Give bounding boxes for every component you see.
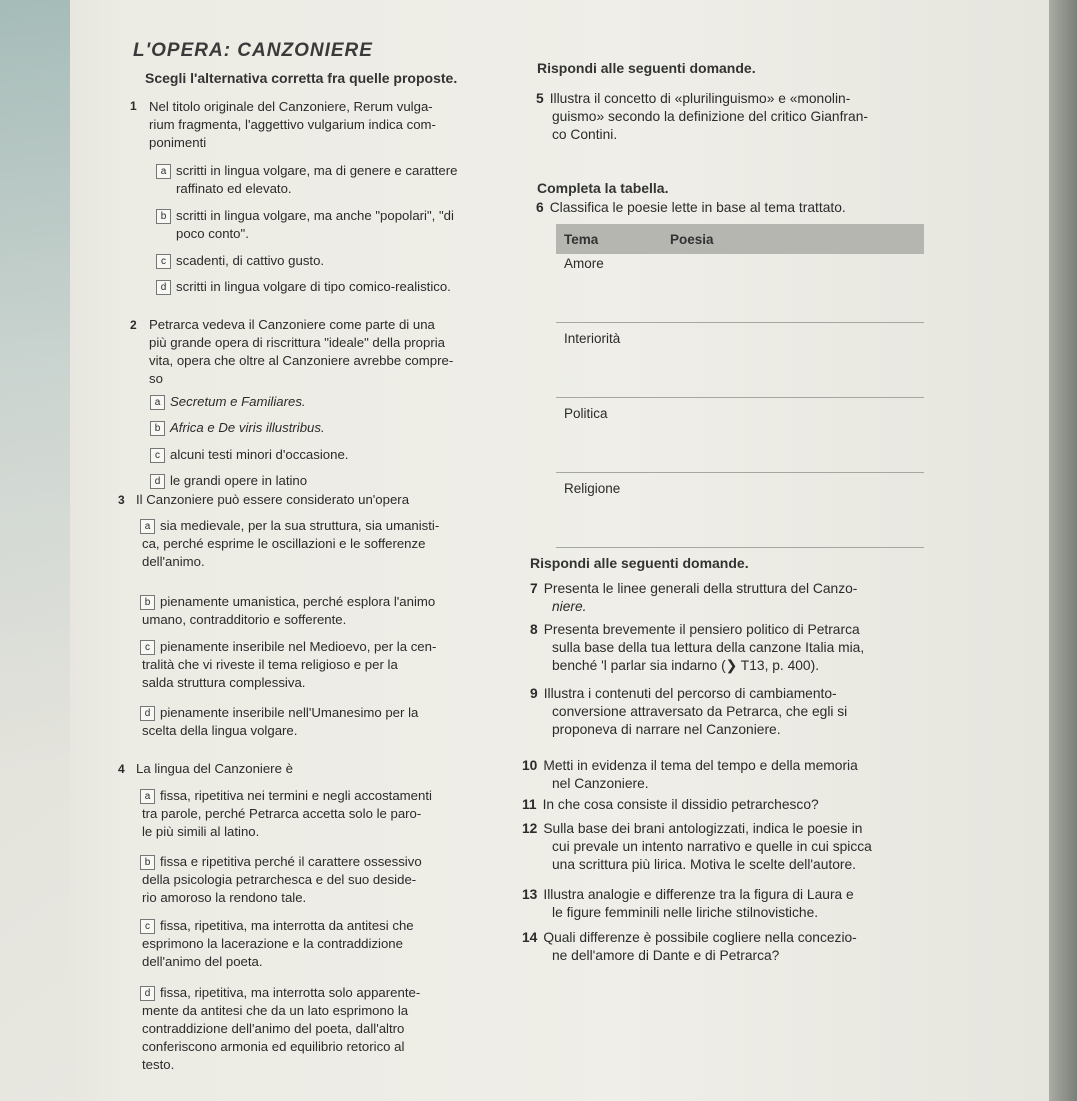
option-1b[interactable]: b scritti in lingua volgare, ma anche "popolari", "di poco conto". <box>156 207 454 243</box>
question-number: 10 <box>522 758 538 773</box>
option-3b[interactable]: b pienamente umanistica, perché esplora l'animo umano, contradditorio e sofferente. <box>142 594 436 627</box>
option-3c[interactable]: c pienamente inseribile nel Medioevo, per la cen- tralità che vi riveste il tema religioso e per la salda struttura complessiva. <box>142 639 437 690</box>
option-2c[interactable]: c alcuni testi minori d'occasione. <box>150 446 348 464</box>
option-2b[interactable]: b Africa e De viris illustribus. <box>150 419 325 437</box>
question-text: Il Canzoniere può essere considerato un'opera <box>136 492 410 507</box>
option-checkbox[interactable]: b <box>150 421 165 436</box>
option-1d[interactable]: d scritti in lingua volgare di tipo comico-realistico. <box>156 278 451 296</box>
tema-cell: Politica <box>556 398 662 473</box>
right-heading-2: Completa la tabella. <box>537 180 669 196</box>
column-header: Tema <box>556 224 662 254</box>
question-7: 7 Presenta le linee generali della struttura del Canzo- niere. <box>530 581 858 614</box>
poesia-cell[interactable] <box>662 473 924 548</box>
question-text: Nel titolo originale del Canzoniere, Rerum vulga- rium fragmenta, l'aggettivo vulgarium indica com- ponimenti <box>149 99 436 150</box>
question-number: 3 <box>118 493 125 507</box>
page-title: L'OPERA: CANZONIERE <box>133 40 373 61</box>
option-checkbox[interactable]: c <box>140 919 155 934</box>
option-checkbox[interactable]: d <box>156 280 171 295</box>
tema-cell: Religione <box>556 473 662 548</box>
left-heading: Scegli l'alternativa corretta fra quelle proposte. <box>145 70 458 86</box>
option-2a[interactable]: a Secretum e Familiares. <box>150 393 306 411</box>
question-number: 12 <box>522 821 538 836</box>
question-11: 11 In che cosa consiste il dissidio petrarchesco? <box>522 797 819 812</box>
option-checkbox[interactable]: a <box>150 395 165 410</box>
option-3a[interactable]: a sia medievale, per la sua struttura, sia umanisti- ca, perché esprime le oscillazioni e le sofferenze dell'animo. <box>142 518 440 569</box>
question-number: 1 <box>130 99 137 113</box>
option-4c[interactable]: c fissa, ripetitiva, ma interrotta da antitesi che esprimono la lacerazione e la contraddizione dell'animo del poeta. <box>142 918 414 969</box>
question-number: 13 <box>522 887 538 902</box>
option-checkbox[interactable]: b <box>156 209 171 224</box>
question-9: 9 Illustra i contenuti del percorso di cambiamento- conversione attraversato da Petrarca, che egli si proponeva di narrare nel Canzoniere. <box>530 686 848 737</box>
table-header-row <box>556 224 924 254</box>
option-2d[interactable]: d le grandi opere in latino <box>150 472 307 490</box>
option-checkbox[interactable]: b <box>140 855 155 870</box>
question-14: 14 Quali differenze è possibile cogliere nella concezio- ne dell'amore di Dante e di Petrarca? <box>522 930 857 963</box>
question-10: 10 Metti in evidenza il tema del tempo e della memoria nel Canzoniere. <box>522 758 858 791</box>
option-4d[interactable]: d fissa, ripetitiva, ma interrotta solo apparente- mente da antitesi che da un lato esprimono la contraddizione dell'animo del poeta, dall'altro conferiscono armonia ed equilibrio retorico al testo. <box>142 985 421 1072</box>
question-text: Petrarca vedeva il Canzoniere come parte di una più grande opera di riscrittura "ideale" della propria vita, opera che oltre al Canzoniere avrebbe compre- so <box>149 317 454 386</box>
question-number: 9 <box>530 686 538 701</box>
question-number: 11 <box>522 797 537 812</box>
page-margin-shadow <box>0 0 70 1101</box>
option-1c[interactable]: c scadenti, di cattivo gusto. <box>156 252 324 270</box>
question-6: 6 Classifica le poesie lette in base al tema trattato. <box>536 200 846 215</box>
option-4a[interactable]: a fissa, ripetitiva nei termini e negli accostamenti tra parole, perché Petrarca accetta solo le paro- le più simili al latino. <box>142 788 432 839</box>
question-number: 4 <box>118 762 125 776</box>
option-checkbox[interactable]: c <box>140 640 155 655</box>
question-number: 6 <box>536 200 544 215</box>
question-number: 8 <box>530 622 538 637</box>
question-number: 5 <box>536 91 544 106</box>
question-5: 5 Illustra il concetto di «plurilinguismo» e «monolin- guismo» secondo la definizione del critico Gianfran- co Contini. <box>536 91 868 142</box>
question-number: 14 <box>522 930 538 945</box>
option-checkbox[interactable]: c <box>150 448 165 463</box>
option-checkbox[interactable]: d <box>150 474 165 489</box>
question-12: 12 Sulla base dei brani antologizzati, indica le poesie in cui prevale un intento narrativo e quelle in cui spicca una scrittura più lirica. Motiva le scelte dell'autore. <box>522 821 872 872</box>
page-edge <box>1049 0 1077 1101</box>
option-3d[interactable]: d pienamente inseribile nell'Umanesimo per la scelta della lingua volgare. <box>142 705 419 738</box>
option-checkbox[interactable]: a <box>156 164 171 179</box>
option-checkbox[interactable]: a <box>140 519 155 534</box>
question-text: La lingua del Canzoniere è <box>136 761 293 776</box>
tema-cell: Interiorità <box>556 323 662 398</box>
table-row <box>556 323 924 398</box>
question-number: 7 <box>530 581 538 596</box>
option-checkbox[interactable]: d <box>140 986 155 1001</box>
question-number: 2 <box>130 318 137 332</box>
tema-cell: Amore <box>556 254 662 323</box>
question-8: 8 Presenta brevemente il pensiero politico di Petrarca sulla base della tua lettura della canzone Italia mia, benché 'l parlar sia indarno (❯ T13, p. 400). <box>530 622 865 673</box>
table-row <box>556 473 924 548</box>
column-header: Poesia <box>662 224 924 254</box>
option-1a[interactable]: a scritti in lingua volgare, ma di genere e carattere raffinato ed elevato. <box>156 162 457 198</box>
poesia-cell[interactable] <box>662 323 924 398</box>
option-checkbox[interactable]: d <box>140 706 155 721</box>
poesia-cell[interactable] <box>662 398 924 473</box>
poesia-cell[interactable] <box>662 254 924 323</box>
option-4b[interactable]: b fissa e ripetitiva perché il carattere ossessivo della psicologia petrarchesca e del suo deside- rio amoroso la rendono tale. <box>142 854 422 905</box>
option-checkbox[interactable]: c <box>156 254 171 269</box>
question-13: 13 Illustra analogie e differenze tra la figura di Laura e le figure femminili nelle liriche stilnovistiche. <box>522 887 854 920</box>
option-checkbox[interactable]: a <box>140 789 155 804</box>
theme-table <box>556 224 924 548</box>
table-row <box>556 398 924 473</box>
option-checkbox[interactable]: b <box>140 595 155 610</box>
right-heading-3: Rispondi alle seguenti domande. <box>530 555 749 571</box>
table-row <box>556 254 924 323</box>
right-heading-1: Rispondi alle seguenti domande. <box>537 60 756 76</box>
